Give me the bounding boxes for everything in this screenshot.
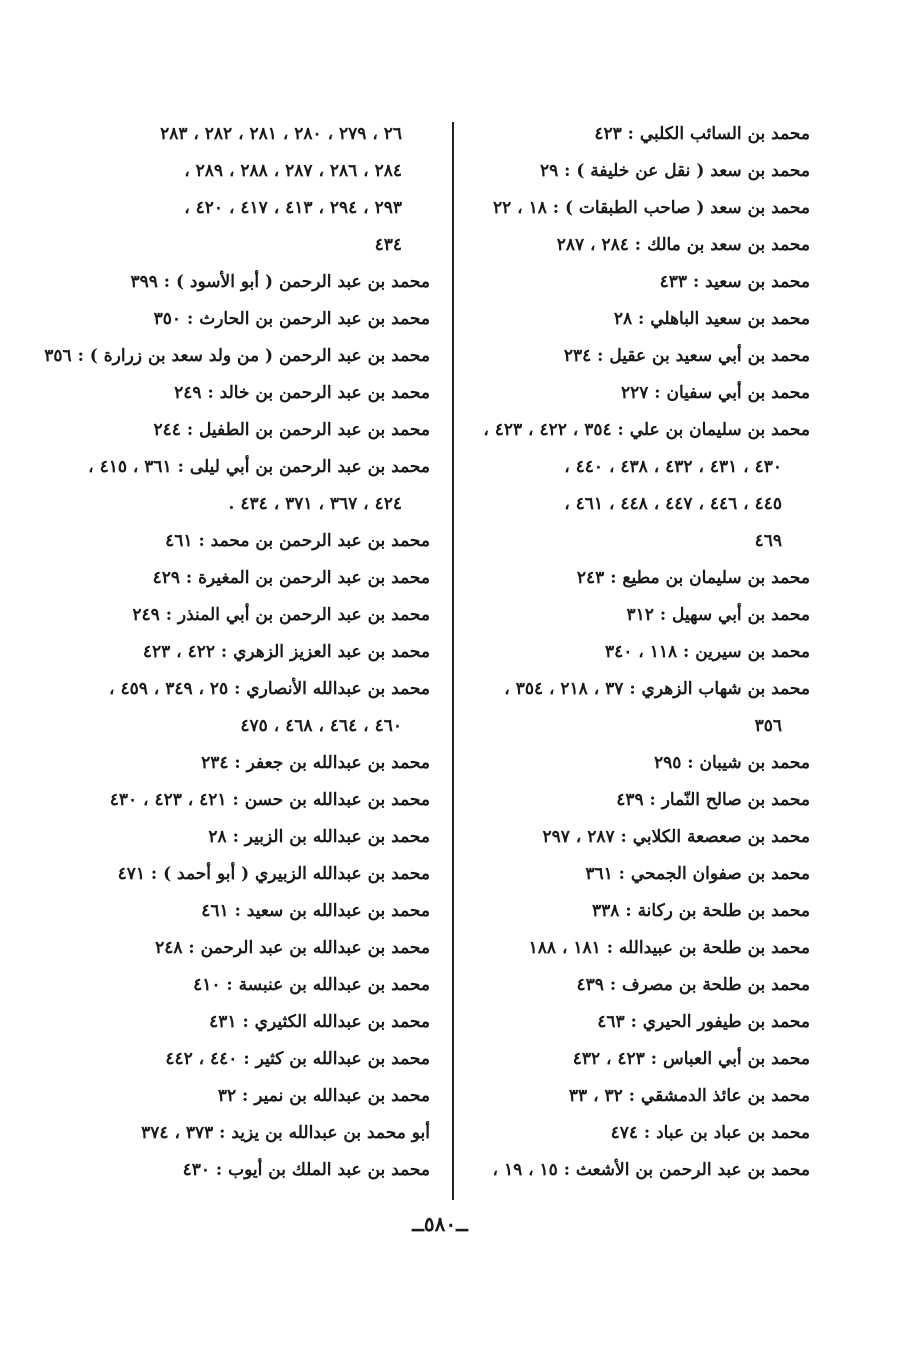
index-entry: محمد بن صعصعة الكلابي : ٢٨٧ ، ٢٩٧ (542, 827, 810, 847)
index-entry: محمد بن عبدالله الكثيري : ٤٣١ (209, 1012, 430, 1032)
index-entry: محمد بن سعيد الباهلي : ٢٨ (613, 309, 810, 329)
index-entry: محمد بن سليمان بن علي : ٣٥٤ ، ٤٢٢ ، ٤٢٣ ، (483, 420, 810, 440)
index-entry: محمد بن عبد الرحمن بن أبي ليلى : ٣٦١ ، ٤١٥ ، (88, 457, 430, 477)
index-entry: محمد بن عبد الرحمن ( من ولد سعد بن زرارة ) : ٣٥٦ (44, 346, 430, 366)
index-entry: محمد بن عبدالله بن حسن : ٤٢١ ، ٤٢٣ ، ٤٣٠ (109, 790, 430, 810)
index-entry: محمد بن عبد الرحمن بن محمد : ٤٦١ (165, 531, 430, 551)
index-entry: محمد بن طلحة بن مصرف : ٤٣٩ (576, 975, 810, 995)
index-entry: محمد بن عبدالله بن سعيد : ٤٦١ (201, 901, 430, 921)
index-entry: محمد بن عبد العزيز الزهري : ٤٢٢ ، ٤٢٣ (142, 642, 430, 662)
index-entry: محمد بن سعد ( صاحب الطبقات ) : ١٨ ، ٢٢ (492, 198, 810, 218)
index-entry: محمد بن أبي سهيل : ٣١٢ (626, 605, 810, 625)
index-entry: محمد بن عبدالله بن عبد الرحمن : ٢٤٨ (155, 938, 430, 958)
index-entry: محمد بن شيبان : ٢٩٥ (653, 753, 810, 773)
page-number: ــ٥٨٠ــ (412, 1212, 468, 1236)
index-entry: محمد بن عبدالله بن جعفر : ٢٣٤ (201, 753, 430, 773)
index-entry: محمد بن سيرين : ١١٨ ، ٣٤٠ (604, 642, 810, 662)
index-entry-continuation: ٤٢٤ ، ٣٦٧ ، ٣٧١ ، ٤٣٤ . (228, 494, 402, 514)
index-column-left (44, 116, 430, 1189)
index-entry: محمد بن طلحة بن ركانة : ٣٣٨ (592, 901, 810, 921)
index-entry: محمد بن أبي سعيد بن عقيل : ٢٣٤ (563, 346, 810, 366)
index-entry: محمد بن عبد الرحمن بن الأشعث : ١٥ ، ١٩ ، (492, 1160, 810, 1180)
index-entry: محمد بن أبي سفيان : ٢٢٧ (620, 383, 810, 403)
index-entry: محمد بن عبدالله بن الزبير : ٢٨ (208, 827, 430, 847)
index-entry: محمد بن عبد الملك بن أيوب : ٤٣٠ (182, 1160, 430, 1180)
index-entry: محمد بن طلحة بن عبيدالله : ١٨١ ، ١٨٨ (528, 938, 810, 958)
index-entry-continuation: ٤٦٩ (754, 531, 782, 551)
index-entry: محمد بن عبدالله الزبيري ( أبو أحمد ) : ٤٧١ (117, 864, 430, 884)
index-entry: محمد بن عبدالله بن كثير : ٤٤٠ ، ٤٤٢ (165, 1049, 430, 1069)
index-entry: محمد بن عبدالله بن نمير : ٣٢ (217, 1086, 430, 1106)
index-entry: محمد بن صفوان الجمحي : ٣٦١ (585, 864, 810, 884)
index-entry: محمد بن السائب الكلبي : ٤٢٣ (594, 124, 810, 144)
column-divider (452, 122, 454, 1200)
index-entry: محمد بن عبد الرحمن بن خالد : ٢٤٩ (174, 383, 430, 403)
index-entry: محمد بن عبدالله بن عنبسة : ٤١٠ (193, 975, 430, 995)
index-entry: محمد بن عائذ الدمشقي : ٣٢ ، ٣٣ (568, 1086, 810, 1106)
index-entry: أبو محمد بن عبدالله بن يزيد : ٣٧٣ ، ٣٧٤ (141, 1123, 430, 1143)
index-entry-continuation: ٢٨٤ ، ٢٨٦ ، ٢٨٧ ، ٢٨٨ ، ٢٨٩ ، (184, 161, 402, 181)
index-entry: محمد بن سليمان بن مطيع : ٢٤٣ (576, 568, 810, 588)
index-entry-continuation: ٢٩٣ ، ٢٩٤ ، ٤١٣ ، ٤١٧ ، ٤٢٠ ، (184, 198, 402, 218)
index-entry-continuation: ٤٦٠ ، ٤٦٤ ، ٤٦٨ ، ٤٧٥ (240, 716, 402, 736)
index-entry-continuation: ٤٣٤ (374, 235, 402, 255)
index-entry: محمد بن عبد الرحمن ( أبو الأسود ) : ٣٩٩ (130, 272, 430, 292)
index-entry: محمد بن سعد بن مالك : ٢٨٤ ، ٢٨٧ (556, 235, 810, 255)
index-entry-continuation: ٣٥٦ (754, 716, 782, 736)
index-entry: محمد بن صالح النّمار : ٤٣٩ (616, 790, 810, 810)
index-entry: محمد بن عبد الرحمن بن الطفيل : ٢٤٤ (153, 420, 430, 440)
index-column-right (458, 116, 810, 1189)
index-entry-continuation: ٤٤٥ ، ٤٤٦ ، ٤٤٧ ، ٤٤٨ ، ٤٦١ ، (564, 494, 782, 514)
index-entry: محمد بن سعيد : ٤٣٣ (659, 272, 810, 292)
index-entry: محمد بن طيفور الحيري : ٤٦٣ (597, 1012, 810, 1032)
index-entry: محمد بن شهاب الزهري : ٣٧ ، ٢١٨ ، ٣٥٤ ، (504, 679, 810, 699)
index-entry-continuation: ٤٣٠ ، ٤٣١ ، ٤٣٢ ، ٤٣٨ ، ٤٤٠ ، (564, 457, 782, 477)
index-entry: محمد بن عبد الرحمن بن الحارث : ٣٥٠ (153, 309, 430, 329)
index-entry: محمد بن عبدالله الأنصاري : ٢٥ ، ٣٤٩ ، ٤٥٩ ، (109, 679, 430, 699)
index-entry-continuation: ٢٦ ، ٢٧٩ ، ٢٨٠ ، ٢٨١ ، ٢٨٢ ، ٢٨٣ (160, 124, 402, 144)
index-entry: محمد بن عبد الرحمن بن المغيرة : ٤٢٩ (152, 568, 430, 588)
index-entry: محمد بن عباد بن عباد : ٤٧٤ (610, 1123, 810, 1143)
index-entry: محمد بن عبد الرحمن بن أبي المنذر : ٢٤٩ (132, 605, 430, 625)
index-entry: محمد بن أبي العباس : ٤٢٣ ، ٤٣٢ (572, 1049, 810, 1069)
index-entry: محمد بن سعد ( نقل عن خليفة ) : ٢٩ (539, 161, 810, 181)
